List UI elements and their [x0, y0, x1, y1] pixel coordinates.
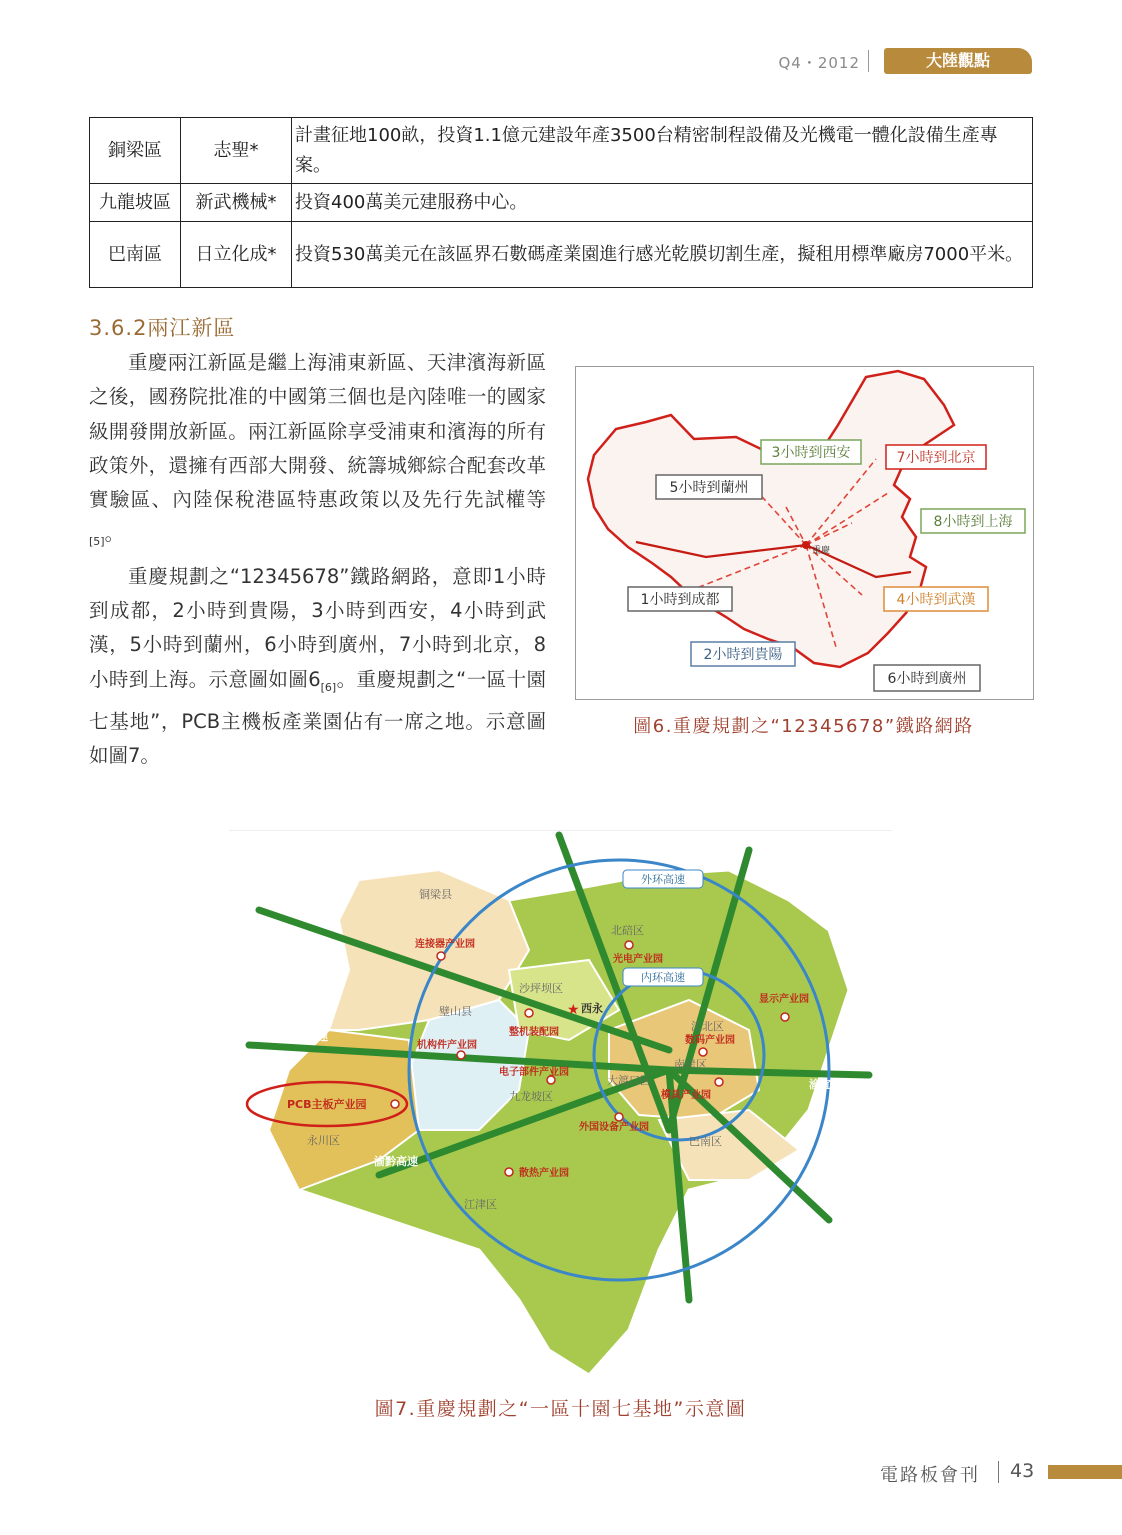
- guangzhou-label: 6小時到廣州: [887, 671, 967, 687]
- figure7-caption: 圖7.重慶規劃之“一區十園七基地”示意圖: [374, 1398, 747, 1420]
- header-divider: [868, 50, 869, 72]
- district-label: 永川区: [307, 1134, 340, 1147]
- description-cell: 計畫征地100畝，投資1.1億元建設年產3500台精密制程設備及光機電一體化設備生產專案。: [292, 118, 1033, 184]
- reference-marker: [6]: [320, 680, 337, 694]
- description-cell: 投資530萬美元在該區界石數碼產業園進行感光乾膜切割生產，擬租用標準廠房7000平米。: [292, 222, 1033, 288]
- park-label: 外国设备产业园: [579, 1122, 649, 1133]
- inner-ring-label: 内环高速: [641, 971, 685, 984]
- railway-map-figure: [575, 366, 1034, 700]
- district-label: 大渡口区: [607, 1074, 651, 1087]
- lanzhou-label: 5小時到蘭州: [669, 480, 749, 496]
- district-label: 璧山县: [439, 1005, 472, 1018]
- city-label: 西永: [581, 1002, 603, 1015]
- park-label: 显示产业园: [759, 994, 809, 1005]
- paragraph-text: 重慶規劃之“12345678”鐵路網路，意即1小時到成都，2小時到貴陽，3小時到西安，4小時到武漢，5小時到蘭州，6小時到廣州，7小時到北京，8小時到上海。示意圖如圖6: [89, 564, 546, 691]
- company-cell: 志聖*: [181, 118, 292, 184]
- district-label: 南岸区: [674, 1058, 707, 1071]
- paragraph: [89, 346, 546, 560]
- chongqing-node: [802, 541, 810, 549]
- star-icon: ★: [567, 1002, 580, 1018]
- district-label: 铜梁县: [419, 888, 452, 901]
- park-marker: [457, 1051, 465, 1059]
- paragraph: [89, 560, 546, 774]
- chongqing-map: [229, 830, 892, 1385]
- park-marker: [437, 952, 445, 960]
- park-marker: [525, 1009, 533, 1017]
- district-label: 巴南区: [689, 1135, 722, 1148]
- description-cell: 投資400萬美元建服務中心。: [292, 184, 1033, 222]
- guiyang-label: 2小時到貴陽: [703, 647, 783, 663]
- district-label: 九龙坡区: [509, 1090, 553, 1103]
- park-label: 模具产业园: [661, 1090, 711, 1101]
- industrial-zone-map-figure: [229, 830, 892, 1385]
- section-badge: 大陸觀點: [884, 48, 1032, 74]
- park-marker: [699, 1048, 707, 1056]
- reference-marker: [5]: [89, 535, 105, 549]
- district-cell: 九龍坡區: [90, 184, 181, 222]
- park-marker: [625, 941, 633, 949]
- park-label: 连接器产业园: [415, 939, 475, 950]
- beijing-label: 7小時到北京: [896, 450, 976, 466]
- shanghai-label: 8小時到上海: [933, 514, 1013, 530]
- district-label: 北碚区: [611, 924, 644, 937]
- district-label: 江北区: [691, 1020, 724, 1033]
- park-label: 电子部件产业园: [499, 1067, 569, 1078]
- park-marker: [715, 1078, 723, 1086]
- park-label: 光电产业园: [613, 954, 663, 965]
- chengyu-highway-label: 成渝高速: [284, 1030, 328, 1043]
- park-label: 数码产业园: [685, 1035, 735, 1046]
- figure6-caption: 圖6.重慶規劃之“12345678”鐵路網路: [633, 716, 974, 737]
- footer-bar: [1048, 1465, 1122, 1479]
- footer-divider: [998, 1461, 999, 1483]
- journal-title: 電路板會刊: [880, 1465, 980, 1486]
- park-marker: [505, 1168, 513, 1176]
- xian-label: 3小時到西安: [771, 445, 851, 461]
- wuhan-label: 4小時到武漢: [896, 592, 976, 608]
- park-label: 机构件产业园: [417, 1040, 477, 1051]
- paragraph-text: 。: [104, 522, 125, 546]
- china-map: [576, 367, 1033, 699]
- paragraph-text: 重慶兩江新區是繼上海浦東新區、天津濱海新區之後，國務院批准的中國第三個也是內陸唯一的國家級開發開放新區。兩江新區除享受浦東和濱海的所有政策外，還擁有西部大開發、統籌城鄉綜合配套改革實驗區、內陸保稅港區特惠政策以及先行先試權等: [89, 351, 546, 512]
- company-cell: 日立化成*: [181, 222, 292, 288]
- park-marker: [391, 1100, 399, 1108]
- body-text: [89, 346, 546, 773]
- paragraph-text: 。重慶規劃之“一區十園七基地”，PCB主機板產業園佔有一席之地。示意圖如圖7。: [89, 667, 546, 768]
- table-row: [90, 118, 1033, 184]
- park-marker: [781, 1013, 789, 1021]
- company-cell: 新武機械*: [181, 184, 292, 222]
- park-label: 整机装配园: [509, 1027, 559, 1038]
- issue-label: Q4・2012: [778, 54, 860, 72]
- district-label: 沙坪坝区: [519, 982, 563, 995]
- park-label: 散热产业园: [519, 1168, 569, 1179]
- yuyi-highway-label: 渝宜高速: [809, 1078, 853, 1091]
- district-cell: 銅梁區: [90, 118, 181, 184]
- section-title: 3.6.2兩江新區: [89, 316, 236, 340]
- chengdu-label: 1小時到成都: [640, 592, 720, 608]
- china-outline: [588, 371, 954, 667]
- pcb-park-label: PCB主板产业园: [287, 1098, 367, 1111]
- table-row: [90, 222, 1033, 288]
- page-number: 43: [1010, 1460, 1035, 1482]
- chongqing-label: 重慶: [812, 546, 831, 556]
- district-cell: 巴南區: [90, 222, 181, 288]
- park-marker: [615, 1113, 623, 1121]
- outer-ring-label: 外环高速: [641, 873, 685, 886]
- table-row: [90, 184, 1033, 222]
- investment-table: [89, 117, 1033, 288]
- district-label: 江津区: [464, 1198, 497, 1211]
- yuqian-highway-label: 渝黔高速: [374, 1155, 418, 1168]
